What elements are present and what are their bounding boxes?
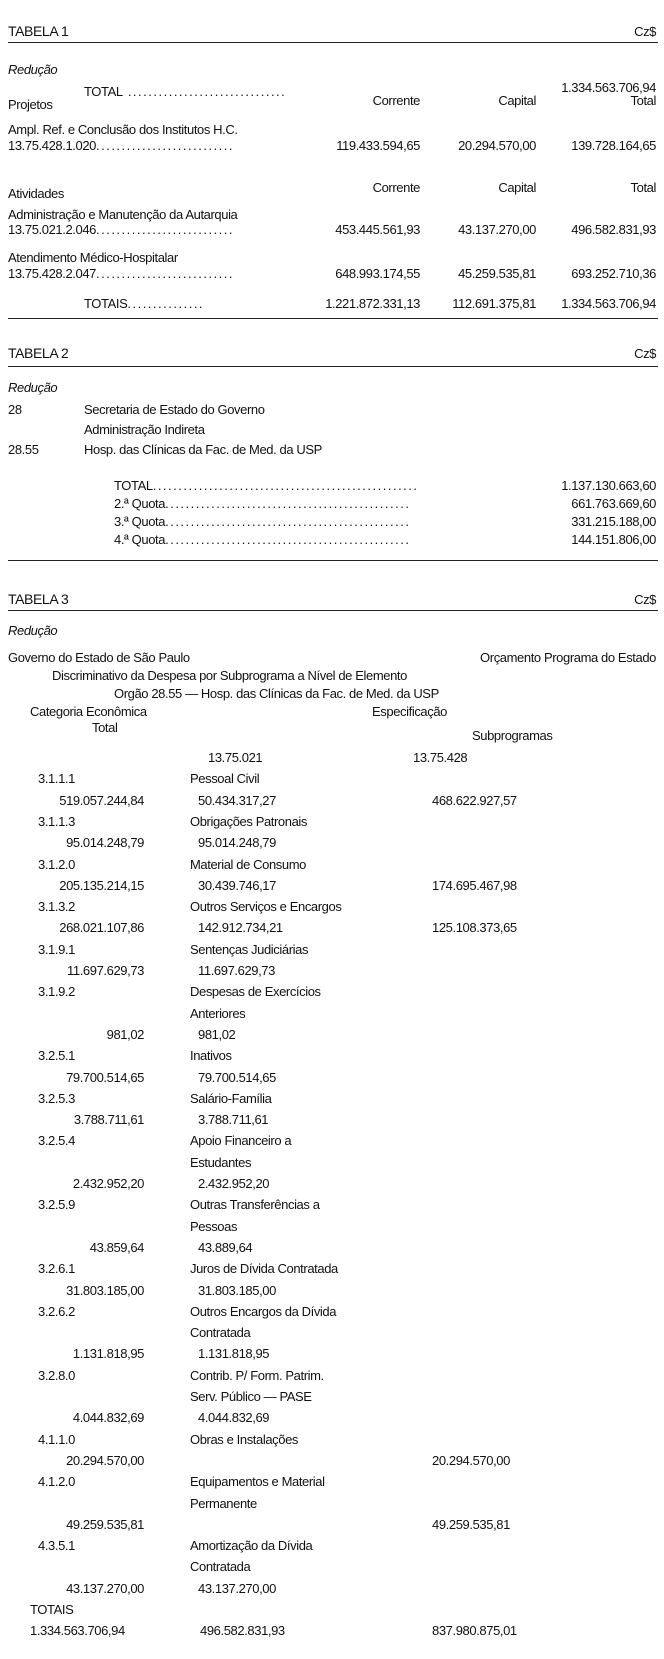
divider	[8, 560, 658, 561]
tabela2-currency: Cz$	[634, 346, 656, 361]
col-corrente: Corrente	[372, 180, 420, 195]
orgao-label: Orgão 28.55 — Hosp. das Clínicas da Fac. de Med. da USP	[114, 686, 439, 701]
quota-label-text: 2.ª Quota	[114, 496, 166, 511]
row-description: Amortização da Dívida	[190, 1538, 313, 1554]
row-description: Inativos	[190, 1048, 232, 1064]
col-especificacao: Especificação	[372, 704, 448, 719]
row-code: 4.1.2.0	[38, 1474, 75, 1490]
row-subprograma-1: 43.137.270,00	[198, 1580, 276, 1596]
row-subprograma-2: 49.259.535,81	[432, 1516, 510, 1532]
row-code: 4.3.5.1	[38, 1538, 75, 1554]
atividade-corrente: 648.993.174,55	[335, 266, 420, 281]
row-description: Juros de Dívida Contratada	[190, 1261, 338, 1277]
row-subprograma-1: 43.889,64	[198, 1239, 253, 1255]
row-description: Sentenças Judiciárias	[190, 941, 309, 957]
row-description: Estudantes	[190, 1154, 252, 1170]
row-code: 3.2.8.0	[38, 1367, 75, 1383]
row-total: 519.057.244,84	[59, 792, 144, 808]
row-total: 2.432.952,20	[72, 1176, 144, 1191]
row-description: Outras Transferências a	[190, 1197, 320, 1213]
row-total: 11.697.629,73	[67, 963, 144, 978]
org1-name: Secretaria de Estado do Governo	[84, 402, 265, 417]
row-subprograma-1: 1.131.818,95	[198, 1346, 270, 1362]
row-code: 3.2.6.2	[38, 1303, 75, 1319]
row-code: 3.2.5.1	[38, 1048, 75, 1064]
gov-label: Governo do Estado de São Paulo	[8, 650, 190, 665]
row-description: Permanente	[190, 1495, 257, 1511]
row-subprograma-1: 4.044.832,69	[198, 1410, 270, 1426]
row-code: 3.2.6.1	[38, 1261, 75, 1277]
quota-label: 2.ª Quota................................................	[114, 496, 411, 511]
org1-sub: Administração Indireta	[84, 422, 205, 437]
row-description: Anteriores	[190, 1005, 246, 1021]
divider	[8, 366, 658, 367]
projeto-corrente: 119.433.594,65	[336, 138, 420, 153]
subprograma-1: 13.75.021	[208, 750, 263, 765]
col-categoria: Categoria Econômica	[30, 704, 147, 719]
row-total: 95.014.248,79	[66, 835, 144, 851]
quota-value: 1.137.130.663,60	[561, 478, 656, 493]
row-total: 3.788.711,61	[73, 1112, 144, 1128]
row-code: 4.1.1.0	[38, 1431, 75, 1447]
row-subprograma-1: 31.803.185,00	[198, 1282, 276, 1298]
col-subprogramas: Subprogramas	[472, 728, 553, 743]
discriminativo-label: Discriminativo da Despesa por Subprograma a Nível de Elemento	[52, 668, 407, 683]
row-subprograma-1: 50.434.317,27	[198, 792, 276, 808]
row-code: 3.1.1.1	[38, 771, 75, 787]
atividade-code: 13.75.021.2.046...........................	[8, 222, 235, 237]
tabela2-subtitle: Redução	[8, 380, 58, 395]
totais-total: 1.334.563.706,94	[30, 1623, 125, 1639]
row-code: 3.1.9.1	[38, 941, 75, 957]
totais-label: TOTAIS...............	[84, 296, 205, 311]
divider	[8, 318, 658, 319]
row-total: 268.021.107,86	[59, 920, 144, 936]
row-total: 981,02	[106, 1026, 144, 1042]
row-description: Material de Consumo	[190, 856, 306, 872]
col-total: Total	[630, 93, 656, 108]
row-description: Contratada	[190, 1559, 251, 1575]
row-description: Pessoas	[190, 1218, 238, 1234]
row-description: Outros Serviços e Encargos	[190, 899, 342, 915]
atividade-capital: 43.137.270,00	[458, 222, 536, 237]
row-description: Apoio Financeiro a	[190, 1133, 292, 1149]
divider	[8, 42, 658, 43]
subprograma-2: 13.75.428	[413, 750, 468, 765]
row-total: 79.700.514,65	[66, 1069, 144, 1085]
divider	[8, 610, 658, 611]
totais-total: 1.334.563.706,94	[561, 296, 656, 311]
totais-corrente: 1.221.872.331,13	[325, 296, 420, 311]
atividade-corrente: 453.445.561,93	[335, 222, 420, 237]
row-code: 3.2.5.4	[38, 1133, 75, 1149]
row-subprograma-2: 468.622.927,57	[432, 792, 517, 808]
row-subprograma-2: 20.294.570,00	[432, 1452, 510, 1468]
totais-capital: 112.691.375,81	[452, 296, 536, 311]
row-subprograma-1: 95.014.248,79	[198, 835, 276, 851]
quota-value: 661.763.669,60	[571, 496, 656, 511]
tabela3-title: TABELA 3	[8, 591, 69, 607]
org2-code: 28.55	[8, 442, 39, 457]
tabela2-title: TABELA 2	[8, 345, 69, 361]
row-code: 3.1.2.0	[38, 856, 75, 872]
row-total: 20.294.570,00	[66, 1452, 144, 1468]
quota-value: 144.151.806,00	[571, 532, 656, 547]
tabela1-title: TABELA 1	[8, 23, 69, 39]
atividade-capital: 45.259.535,81	[458, 266, 536, 281]
atividade-name: Atendimento Médico-Hospitalar	[8, 250, 178, 265]
quota-label: 3.ª Quota................................................	[114, 514, 411, 529]
atividade-total: 496.582.831,93	[571, 222, 656, 237]
atividade-total: 693.252.710,36	[571, 266, 656, 281]
orcamento-label: Orçamento Programa do Estado	[480, 650, 656, 665]
org1-code: 28	[8, 402, 22, 417]
quota-label-text: TOTAL	[114, 478, 153, 493]
tabela3-currency: Cz$	[634, 592, 656, 607]
row-description: Obras e Instalações	[190, 1431, 299, 1447]
projeto-name: Ampl. Ref. e Conclusão dos Institutos H.C.	[8, 122, 238, 137]
row-description: Obrigações Patronais	[190, 813, 308, 829]
row-description: Serv. Público — PASE	[190, 1389, 312, 1404]
projeto-code: 13.75.428.1.020...........................	[8, 138, 235, 153]
row-total: 43.137.270,00	[66, 1580, 144, 1596]
row-subprograma-1: 11.697.629,73	[198, 963, 275, 978]
row-subprograma-1: 142.912.734,21	[198, 920, 283, 936]
row-subprograma-2: 125.108.373,65	[432, 920, 517, 936]
row-description: Contrib. P/ Form. Patrim.	[190, 1367, 324, 1383]
quota-label: 4.ª Quota................................................	[114, 532, 411, 547]
row-total: 1.131.818,95	[72, 1346, 144, 1362]
totais-subprograma-1: 496.582.831,93	[200, 1623, 285, 1639]
row-subprograma-1: 30.439.746,17	[198, 877, 276, 893]
col-capital: Capital	[498, 180, 536, 195]
row-total: 205.135.214,15	[59, 877, 144, 893]
tabela1-total-label: TOTAL ...............................	[84, 84, 287, 99]
row-code: 3.1.3.2	[38, 899, 75, 915]
tabela1-currency: Cz$	[634, 24, 656, 39]
col-total: Total	[630, 180, 656, 195]
row-subprograma-1: 79.700.514,65	[198, 1069, 276, 1085]
row-code: 3.2.5.3	[38, 1090, 75, 1106]
projetos-header: Projetos	[8, 97, 53, 112]
row-code: 3.1.9.2	[38, 984, 75, 1000]
row-subprograma-1: 981,02	[198, 1026, 236, 1042]
totais-subprograma-2: 837.980.875,01	[432, 1623, 517, 1639]
totais-label: TOTAIS	[30, 1602, 74, 1617]
row-total: 4.044.832,69	[72, 1410, 144, 1426]
tabela1-total-value: 1.334.563.706,94	[561, 80, 656, 95]
row-total: 31.803.185,00	[66, 1282, 144, 1298]
tabela1-subtitle: Redução	[8, 62, 58, 77]
quota-value: 331.215.188,00	[571, 514, 656, 529]
quota-label-text: 3.ª Quota	[114, 514, 166, 529]
atividades-header: Atividades	[8, 186, 64, 201]
row-subprograma-1: 3.788.711,61	[198, 1112, 269, 1128]
col-capital: Capital	[498, 93, 536, 108]
projeto-total: 139.728.164,65	[571, 138, 656, 153]
atividade-name: Administração e Manutenção da Autarquia	[8, 207, 238, 222]
tabela3-subtitle: Redução	[8, 623, 58, 638]
projeto-capital: 20.294.570,00	[458, 138, 536, 153]
row-subprograma-1: 2.432.952,20	[198, 1176, 270, 1191]
row-description: Despesas de Exercícios	[190, 984, 321, 1000]
row-description: Contratada	[190, 1325, 251, 1341]
row-description: Salário-Família	[190, 1090, 272, 1106]
quota-label-text: 4.ª Quota	[114, 532, 166, 547]
atividade-code: 13.75.428.2.047...........................	[8, 266, 235, 281]
col-total: Total	[92, 720, 118, 735]
quota-label: TOTAL....................................................	[114, 478, 419, 493]
row-code: 3.1.1.3	[38, 813, 75, 829]
row-description: Equipamentos e Material	[190, 1474, 325, 1490]
row-subprograma-2: 174.695.467,98	[432, 877, 517, 893]
row-total: 49.259.535,81	[66, 1516, 144, 1532]
row-code: 3.2.5.9	[38, 1197, 75, 1213]
org2-name: Hosp. das Clínicas da Fac. de Med. da USP	[84, 442, 322, 457]
row-total: 43.859,64	[89, 1239, 144, 1255]
row-description: Outros Encargos da Dívida	[190, 1303, 337, 1319]
col-corrente: Corrente	[372, 93, 420, 108]
row-description: Pessoal Civil	[190, 771, 260, 787]
